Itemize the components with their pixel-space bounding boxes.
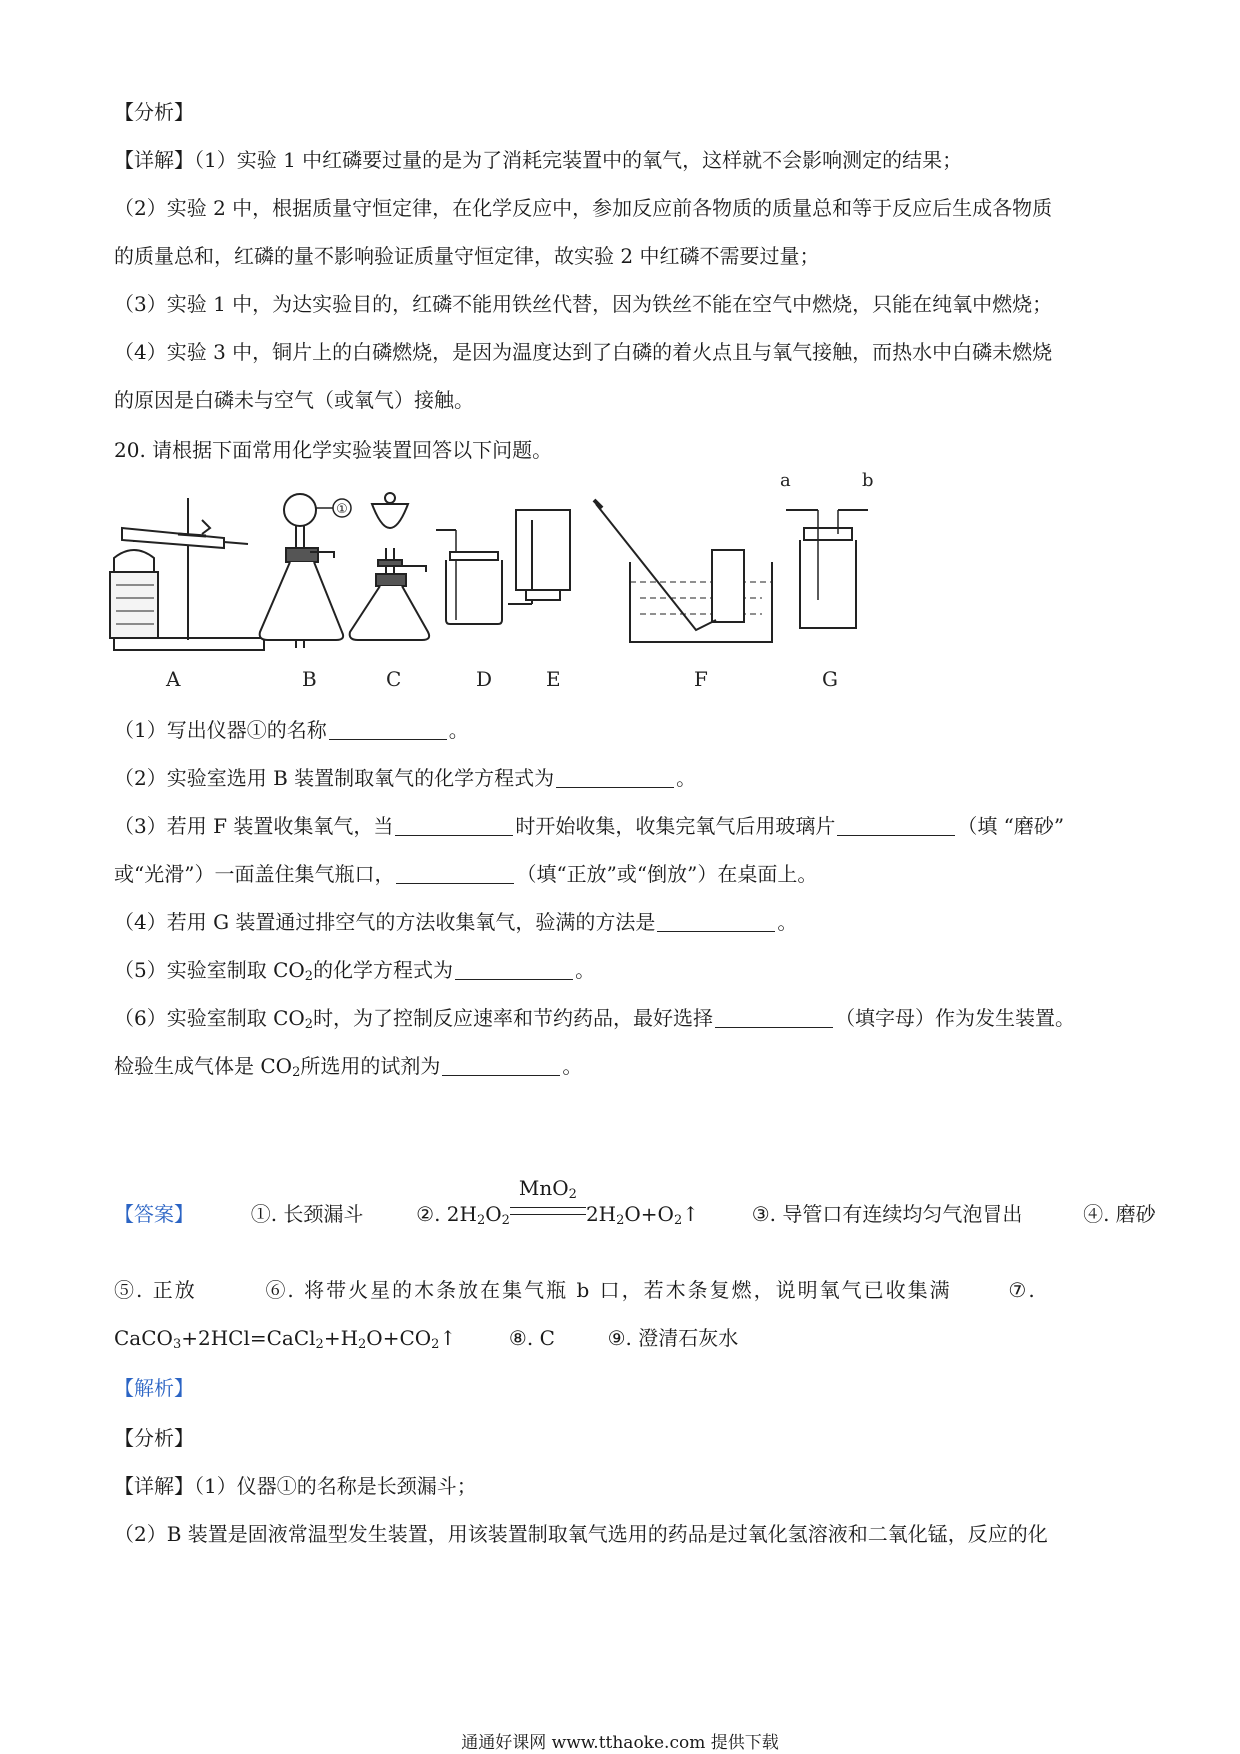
apparatus-diagram (110, 470, 1010, 790)
question-20: 20. 请根据下面常用化学实验装置回答以下问题。 (114, 438, 553, 462)
port-b-label: b (862, 470, 874, 491)
question-1: （1）写出仪器①的名称 。 (114, 718, 469, 742)
answer-blank-4[interactable] (837, 815, 955, 836)
detail-p2a: （2）实验 2 中，根据质量守恒定律，在化学反应中，参加反应前各物质的质量总和等于反应后生成各物质 (114, 196, 1053, 220)
apparatus-e (508, 510, 570, 604)
question-3a: （3）若用 F 装置收集氧气，当 时开始收集，收集完氧气后用玻璃片 （填 “磨砂” (114, 814, 1065, 838)
answer-blank-9[interactable] (442, 1055, 560, 1076)
label-e: E (546, 667, 561, 691)
answer-blank-6[interactable] (657, 911, 775, 932)
detail-p4b: 的原因是白磷未与空气（或氧气）接触。 (114, 388, 474, 412)
answer-5: ⑤. 正放 (114, 1278, 197, 1302)
reaction-condition: MnO$_2$ (510, 1200, 586, 1228)
answer-blank-1[interactable] (329, 719, 447, 740)
detail-p4a: （4）实验 3 中，铜片上的白磷燃烧，是因为温度达到了白磷的着火点且与氧气接触，而热水中白磷未燃烧 (114, 340, 1053, 364)
answer-9: ⑨. 澄清石灰水 (607, 1326, 739, 1350)
answer-line-1 (114, 1176, 1156, 1235)
answer-line-3 (114, 1324, 738, 1359)
answer-3: ③. 导管口有连续均匀气泡冒出 (751, 1202, 1023, 1226)
answer-2: ②. $2H_2O_2$ MnO$_2$ $2H_2O+O_2↑$ (416, 1176, 699, 1228)
answer-label: 【答案】 (114, 1202, 194, 1226)
marker-1: ① (336, 502, 348, 517)
label-g: G (822, 667, 838, 691)
jiexi-heading: 【解析】 (114, 1376, 194, 1400)
apparatus-d (436, 530, 502, 624)
apparatus-f (594, 500, 772, 642)
answer-7: $CaCO_3+2HCl=CaCl_2+H_2O+CO_2↑$ (114, 1326, 457, 1352)
label-f: F (694, 667, 708, 691)
answer-blank-7[interactable] (455, 959, 573, 980)
apparatus-g (786, 510, 868, 628)
answer-blank-5[interactable] (396, 863, 514, 884)
apparatus-b (260, 494, 343, 648)
detail-p2b: 的质量总和，红磷的量不影响验证质量守恒定律，故实验 2 中红磷不需要过量； (114, 244, 820, 268)
detail-d2: （2）B 装置是固液常温型发生装置，用该装置制取氧气选用的药品是过氧化氢溶液和二氧化锰，反应的化 (114, 1522, 1048, 1546)
question-5: （5）实验室制取 $CO_2$的化学方程式为 。 (114, 958, 596, 984)
question-3b: 或“光滑”）一面盖住集气瓶口， （填“正放”或“倒放”）在桌面上。 (114, 862, 818, 886)
label-c: C (386, 667, 402, 691)
detail-label: 【详解】 (114, 148, 194, 172)
answer-6: ⑥. 将带火星的木条放在集气瓶 b 口，若木条复燃，说明氧气已收集满 (265, 1278, 952, 1302)
apparatus-a (110, 498, 264, 650)
label-d: D (476, 667, 493, 691)
question-6b: 检验生成气体是 $CO_2$所选用的试剂为 。 (114, 1054, 583, 1080)
port-a-label: a (780, 470, 791, 491)
page-footer: 通通好课网 www.tthaoke.com 提供下载 (461, 1733, 779, 1753)
analysis2-heading: 【分析】 (114, 1426, 194, 1450)
detail-p1: 【详解】（1）实验 1 中红磷要过量的是为了消耗完装置中的氧气，这样就不会影响测定的结果； (114, 148, 963, 172)
answer-line-2 (114, 1276, 1037, 1304)
analysis-heading: 【分析】 (114, 100, 194, 124)
question-4: （4）若用 G 装置通过排空气的方法收集氧气，验满的方法是 。 (114, 910, 798, 934)
question-6a: （6）实验室制取 $CO_2$时，为了控制反应速率和节约药品，最好选择 （填字母）作为发生装置。 (114, 1006, 1076, 1032)
answer-8: ⑧. C (508, 1326, 555, 1350)
answer-blank-2[interactable] (556, 767, 674, 788)
answer-7-marker: ⑦. (1008, 1278, 1037, 1302)
answer-1: ①. 长颈漏斗 (250, 1202, 364, 1226)
answer-4: ④. 磨砂 (1083, 1202, 1156, 1226)
question-2: （2）实验室选用 B 装置制取氧气的化学方程式为 。 (114, 766, 697, 790)
label-b: B (302, 667, 317, 691)
answer-blank-3[interactable] (395, 815, 513, 836)
detail-d1: 【详解】（1）仪器①的名称是长颈漏斗； (114, 1474, 477, 1498)
label-a: A (166, 667, 181, 691)
apparatus-c (350, 493, 429, 640)
detail-p3: （3）实验 1 中，为达实验目的，红磷不能用铁丝代替，因为铁丝不能在空气中燃烧，只能在纯氧中燃烧； (114, 292, 1053, 316)
answer-blank-8[interactable] (715, 1007, 833, 1028)
